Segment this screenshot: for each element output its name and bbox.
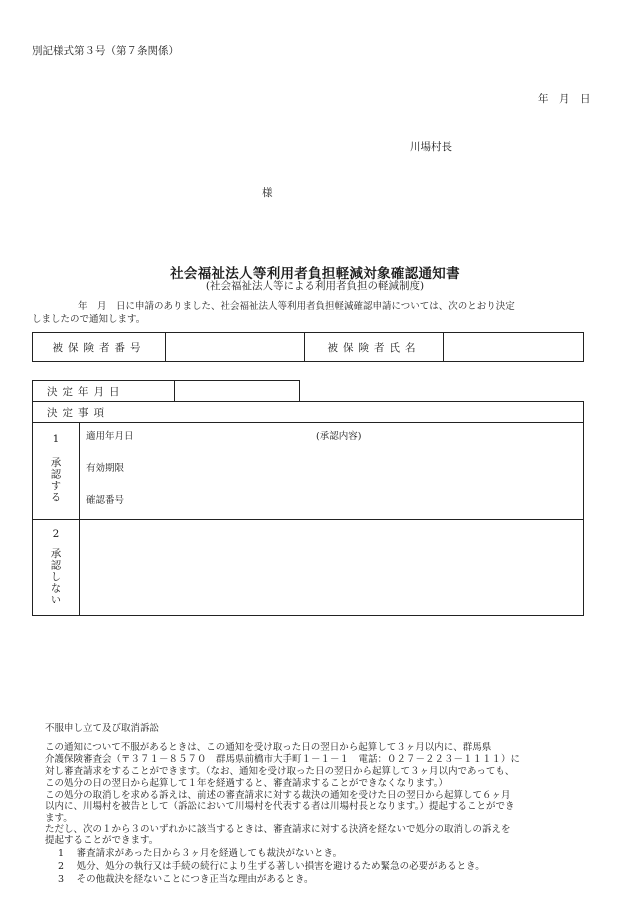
page-subtitle: (社会福祉法人等による利用者負担の軽減制度) — [205, 280, 425, 292]
reject-num: 2 — [52, 528, 60, 540]
insured-name-label: 被保険者氏名 — [305, 333, 444, 362]
appeal-line: 介護保険審査会（〒３７１－８５７０ 群馬県前橋市大手町１－１－１ 電話：０２７－２２３－１１１１）に — [45, 754, 521, 765]
appeal-line: ただし、次の１から３のいずれかに該当するときは、審査請求に対する決済を経ないで処分の取消しの訴えを — [45, 824, 511, 835]
insured-table — [32, 332, 584, 362]
approve-label: 承認する — [49, 457, 62, 503]
validity-label: 有効期限 — [86, 463, 125, 474]
confirm-number-label: 確認番号 — [86, 495, 125, 506]
decision-date-label: 決定年月日 — [33, 381, 175, 402]
reject-content[interactable] — [80, 520, 584, 616]
reject-label: 承認しない — [49, 548, 62, 606]
decision-items-label: 決定事項 — [33, 402, 584, 423]
apply-date-label: 適用年月日 — [86, 431, 134, 442]
appeal-item-text: その他裁決を経ないことにつき正当な理由があるとき。 — [76, 874, 314, 885]
appeal-line: この処分の取消しを求める訴えは、前述の審査請求に対する裁決の通知を受けた日の翌日から起算して６ヶ月 — [45, 790, 511, 801]
addressee-suffix: 様 — [262, 187, 273, 199]
form-number: 別記様式第３号（第７条関係） — [32, 45, 179, 57]
appeal-line: この処分の日の翌日から起算して１年を経過すると、審査請求することができなくなります。） — [45, 778, 448, 789]
insured-number-label: 被保険者番号 — [33, 333, 166, 362]
insured-name-field[interactable] — [444, 333, 584, 362]
reject-cell — [33, 520, 80, 616]
decision-table — [32, 401, 584, 616]
appeal-item-1 — [58, 848, 342, 860]
approve-content[interactable] — [80, 423, 584, 520]
intro-line-1: 年 月 日に申請のありました、社会福祉法人等利用者負担軽減確認申請については、次のとおり決定 — [78, 301, 515, 312]
issuer: 川場村長 — [410, 141, 452, 153]
appeal-item-text: 処分、処分の執行又は手続の続行により生ずる著しい損害を避けるため緊急の必要があるとき。 — [76, 861, 485, 872]
decision-date-field[interactable] — [175, 381, 300, 402]
intro-line-2: しましたので通知します。 — [32, 314, 146, 325]
appeal-line: 以内に、川場村を被告として（訴訟において川場村を代表する者は川場村長となります。）提起することができ — [45, 801, 515, 812]
approval-content-label: (承認内容) — [316, 431, 362, 442]
appeal-item-num: 1 — [58, 848, 65, 859]
appeal-item-num: 3 — [58, 874, 65, 885]
date-line: 年 月 日 — [538, 93, 591, 105]
insured-number-field[interactable] — [166, 333, 305, 362]
appeal-item-3 — [58, 874, 314, 886]
decision-date-table — [32, 380, 300, 402]
appeal-line: 対し審査請求をすることができます。（なお、通知を受け取った日の翌日から起算して３ヶ月以内であっても、 — [45, 766, 515, 777]
appeal-line: 提起することができます。 — [45, 835, 159, 846]
approve-cell — [33, 423, 80, 520]
appeal-line: この通知について不服があるときは、この通知を受け取った日の翌日から起算して３ヶ月以内に、群馬県 — [45, 742, 492, 753]
appeal-item-text: 審査請求があった日から３ヶ月を経過しても裁決がないとき。 — [76, 848, 343, 859]
appeal-line: ます。 — [45, 813, 73, 824]
appeal-heading: 不服申し立て及び取消訴訟 — [45, 723, 160, 734]
approve-num: 1 — [52, 433, 60, 445]
page-title: 社会福祉法人等利用者負担軽減対象確認通知書 — [170, 266, 460, 282]
appeal-item-num: 2 — [58, 861, 65, 872]
appeal-item-2 — [58, 861, 485, 873]
